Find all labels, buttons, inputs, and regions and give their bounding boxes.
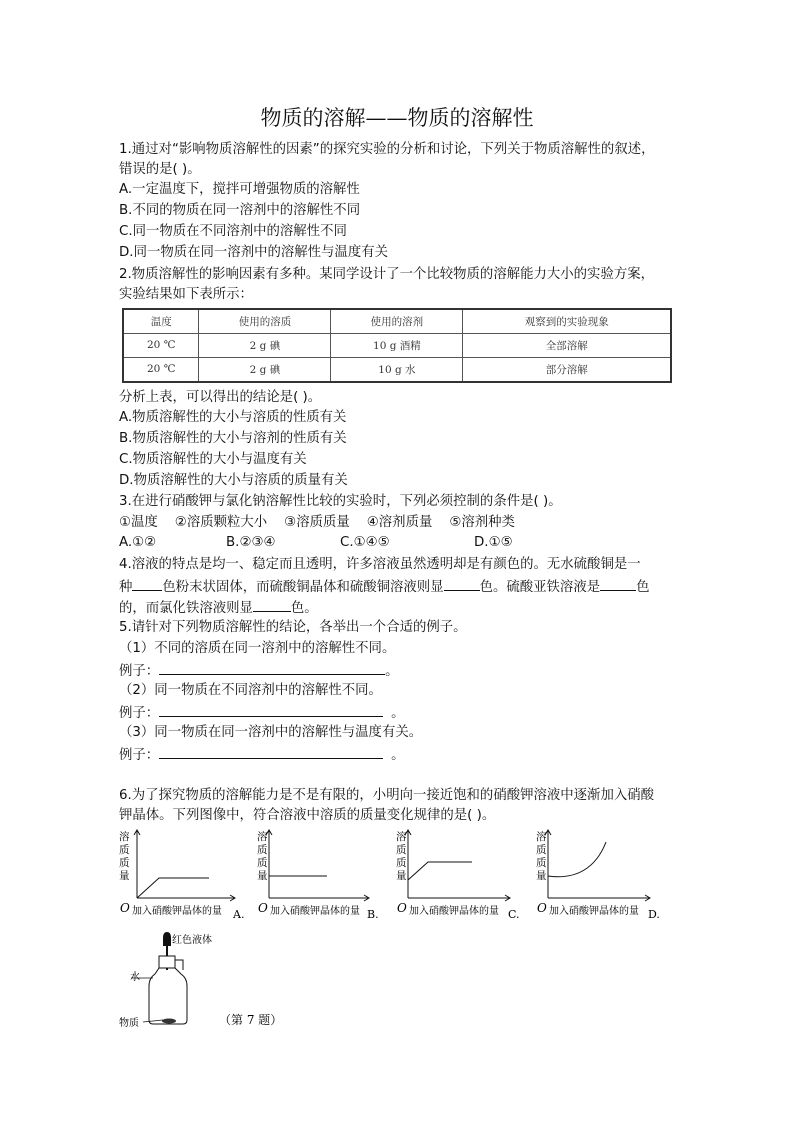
graph-c: [396, 830, 520, 921]
ylabel-char: 溶: [119, 831, 130, 843]
q5-example-1: [119, 660, 399, 682]
ylabel-char: 溶: [257, 831, 268, 843]
example-label: 例子：: [119, 706, 160, 721]
curve-a: [137, 878, 209, 898]
q4-line1: 4.溶液的特点是均一、稳定而且透明，许多溶液虽然透明却是有颜色的。无水硫酸铜是一: [119, 557, 641, 572]
q5-item-2: （2）同一物质在不同溶剂中的溶解性不同。: [119, 683, 382, 698]
xlabel: 加入硝酸钾晶体的量: [270, 906, 360, 917]
example-label: 例子：: [119, 664, 160, 679]
origin-label: O: [537, 901, 547, 915]
graph-d: [536, 830, 660, 921]
table-header: 温度: [123, 309, 199, 334]
q1-option-c: C.同一物质在不同溶剂中的溶解性不同: [119, 224, 347, 239]
q4-blank-2[interactable]: [444, 576, 480, 591]
bottle-body: [149, 968, 187, 1024]
table-cell: 10 g 水: [331, 357, 463, 382]
table-cell: 全部溶解: [463, 334, 671, 358]
table-header: 使用的溶剂: [331, 309, 463, 334]
ylabel-char: 质: [536, 844, 547, 856]
period: 。: [385, 664, 399, 679]
q4-text: 色粉末状固体，而硫酸铜晶体和硫酸铜溶液则显: [162, 580, 444, 595]
q7-apparatus: [119, 932, 282, 1029]
table-cell: 部分溶解: [463, 357, 671, 382]
q6-stem-line1: 6.为了探究物质的溶解能力是不是有限的，小明向一接近饱和的硝酸钾溶液中逐渐加入硝酸: [119, 788, 655, 803]
q5-example-3: [119, 744, 405, 766]
q4-text: 种: [119, 580, 133, 595]
ylabel-char: 溶: [536, 831, 547, 843]
q2-option-a: A.物质溶解性的大小与溶质的性质有关: [119, 410, 347, 425]
table-header: 使用的溶质: [199, 309, 331, 334]
ylabel-char: 溶: [396, 831, 407, 843]
q4-text: 色。硫酸亚铁溶液是: [479, 580, 601, 595]
ylabel-char: 量: [257, 870, 268, 882]
q4-text: 色。: [290, 601, 318, 616]
q2-option-b: B.物质溶解性的大小与溶剂的性质有关: [119, 431, 347, 446]
q1-option-b: B.不同的物质在同一溶剂中的溶解性不同: [119, 203, 361, 218]
ylabel-char: 质: [536, 857, 547, 869]
q5-answer-1[interactable]: [159, 660, 385, 675]
q2-stem-line1: 2.物质溶解性的影响因素有多种。某同学设计了一个比较物质的溶解能力大小的实验方案，: [119, 267, 655, 282]
origin-label: O: [397, 901, 407, 915]
ylabel-char: 量: [396, 870, 407, 882]
q1-stem-line2: 错误的是( )。: [119, 162, 201, 177]
option-letter: D.: [648, 908, 660, 921]
table-row: [123, 357, 671, 382]
q3-option-a: A.①②: [119, 535, 157, 550]
bottle-stopper: [159, 956, 175, 968]
q4-blank-4[interactable]: [253, 597, 291, 612]
q7-caption: （第 7 题）: [219, 1013, 283, 1027]
table-header: 观察到的实验现象: [463, 309, 671, 334]
table-cell: 20 ℃: [123, 334, 199, 358]
table-cell: 20 ℃: [123, 357, 199, 382]
q5-answer-2[interactable]: [159, 702, 383, 717]
ylabel-char: 量: [536, 870, 547, 882]
q4-blank-1[interactable]: [132, 576, 162, 591]
q1-option-d: D.同一物质在同一溶剂中的溶解性与温度有关: [119, 245, 388, 260]
experiment-table: [122, 308, 672, 383]
table-header-row: [123, 309, 671, 334]
table-cell: 2 g 碘: [199, 357, 331, 382]
table-cell: 10 g 酒精: [331, 334, 463, 358]
q3-option-d: D.①⑤: [474, 535, 513, 550]
q6-stem-line2: 钾晶体。下列图像中，符合溶液中溶质的质量变化规律的是( )。: [119, 808, 496, 823]
leader-substance: [143, 1020, 163, 1022]
label-substance: 物质: [119, 1018, 139, 1029]
ylabel-char: 量: [119, 870, 130, 882]
q1-stem-line1: 1.通过对“影响物质溶解性的因素”的探究实验的分析和讨论，下列关于物质溶解性的叙述，: [119, 142, 655, 157]
q3-option-b: B.②③④: [226, 535, 276, 550]
q3-stem: 3.在进行硝酸钾与氯化钠溶解性比较的实验时，下列必须控制的条件是( )。: [119, 494, 562, 509]
q5-example-2: [119, 702, 405, 724]
page-title: 物质的溶解——物质的溶解性: [260, 106, 534, 130]
q5-item-3: （3）同一物质在同一溶剂中的溶解性与温度有关。: [119, 725, 423, 740]
label-red-liquid: 红色液体: [172, 935, 212, 946]
q3-conditions: ①温度 ②溶质颗粒大小 ③溶质质量 ④溶剂质量 ⑤溶剂种类: [119, 515, 515, 530]
origin-label: O: [120, 901, 130, 915]
period: 。: [391, 748, 405, 763]
graph-a: [119, 830, 244, 921]
substance-pile: [162, 1019, 176, 1024]
option-letter: A.: [233, 908, 245, 921]
ylabel-char: 质: [119, 844, 130, 856]
ylabel-char: 质: [119, 857, 130, 869]
option-letter: B.: [367, 908, 379, 921]
q4-blank-3[interactable]: [600, 576, 636, 591]
q5-answer-3[interactable]: [159, 744, 383, 759]
ylabel-char: 质: [257, 857, 268, 869]
q4-text: 色: [636, 580, 650, 595]
q2-option-c: C.物质溶解性的大小与温度有关: [119, 452, 307, 467]
xlabel: 加入硝酸钾晶体的量: [549, 906, 639, 917]
xlabel: 加入硝酸钾晶体的量: [409, 906, 499, 917]
ylabel-char: 质: [257, 844, 268, 856]
curve-d: [548, 842, 606, 877]
label-water: 水: [130, 972, 140, 983]
q5-item-1: （1）不同的溶质在同一溶剂中的溶解性不同。: [119, 641, 396, 656]
ylabel-char: 质: [396, 857, 407, 869]
option-letter: C.: [508, 908, 520, 921]
q2-after-table: 分析上表，可以得出的结论是( )。: [119, 390, 322, 405]
figures-svg: [0, 820, 794, 1120]
q2-option-d: D.物质溶解性的大小与溶质的质量有关: [119, 473, 348, 488]
example-label: 例子：: [119, 748, 160, 763]
dropper-bulb-icon: [163, 932, 171, 946]
q1-option-a: A.一定温度下，搅拌可增强物质的溶解性: [119, 182, 360, 197]
q4-text: 的，而氯化铁溶液则显: [119, 601, 253, 616]
q4-line2: [119, 576, 650, 598]
ylabel-char: 质: [396, 844, 407, 856]
q2-stem-line2: 实验结果如下表所示：: [119, 287, 253, 302]
q3-option-c: C.①④⑤: [340, 535, 390, 550]
table-row: [123, 334, 671, 358]
q5-stem: 5.请针对下列物质溶解性的结论，各举出一个合适的例子。: [119, 620, 467, 635]
table-cell: 2 g 碘: [199, 334, 331, 358]
curve-c: [408, 862, 472, 880]
q4-line3: [119, 597, 318, 619]
origin-label: O: [258, 901, 268, 915]
graph-b: [257, 830, 379, 921]
xlabel: 加入硝酸钾晶体的量: [132, 906, 222, 917]
period: 。: [391, 706, 405, 721]
